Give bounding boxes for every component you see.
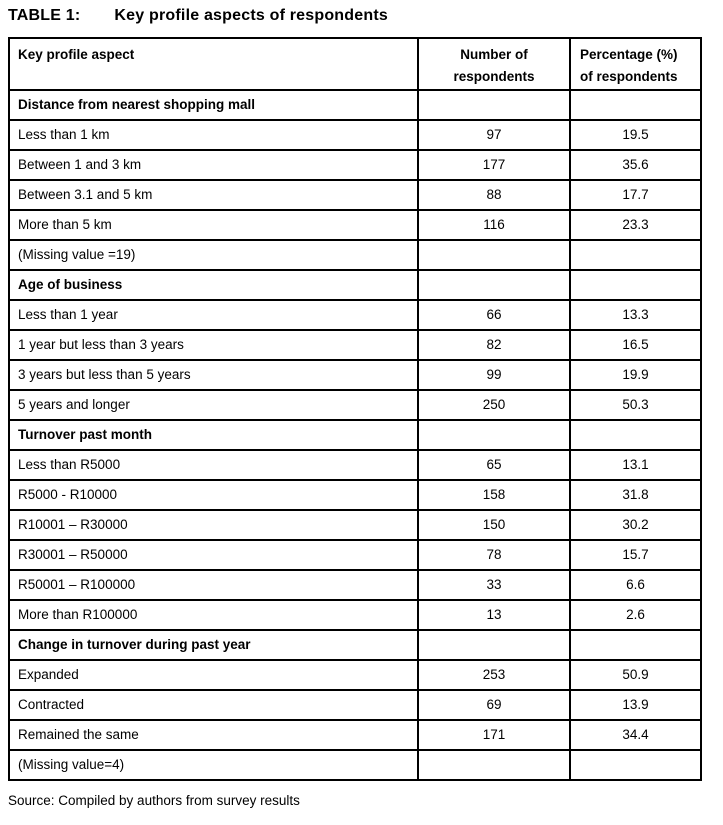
table-row [9, 180, 701, 210]
row-label-cell: Remained the same [9, 720, 418, 750]
row-percent-cell [570, 270, 701, 300]
header-row [9, 38, 701, 90]
row-label-cell: Less than 1 year [9, 300, 418, 330]
row-label-cell: Less than 1 km [9, 120, 418, 150]
col-header-key-profile-aspect [9, 38, 418, 90]
row-number-cell: 97 [418, 120, 570, 150]
col-header-line: of respondents [580, 69, 678, 85]
row-percent-cell: 19.9 [570, 360, 701, 390]
row-number-cell [418, 750, 570, 780]
row-percent-cell [570, 420, 701, 450]
table-row [9, 600, 701, 630]
row-percent-cell: 50.9 [570, 660, 701, 690]
table-title-label: TABLE 1: [8, 7, 81, 24]
col-header-percentage-of-respondents [570, 38, 701, 90]
table-row [9, 120, 701, 150]
row-number-cell: 177 [418, 150, 570, 180]
key-profile-table [8, 37, 702, 781]
table-row [9, 90, 701, 120]
row-percent-cell: 13.3 [570, 300, 701, 330]
row-label-cell: R30001 – R50000 [9, 540, 418, 570]
row-number-cell: 116 [418, 210, 570, 240]
table-row [9, 540, 701, 570]
col-header-line: Number of [460, 47, 528, 62]
row-number-cell: 250 [418, 390, 570, 420]
row-number-cell: 99 [418, 360, 570, 390]
table-title-text: Key profile aspects of respondents [114, 7, 388, 24]
table-row [9, 420, 701, 450]
table-row [9, 390, 701, 420]
row-label-cell: Contracted [9, 690, 418, 720]
row-number-cell: 33 [418, 570, 570, 600]
row-percent-cell: 19.5 [570, 120, 701, 150]
row-number-cell: 13 [418, 600, 570, 630]
row-label-cell: More than R100000 [9, 600, 418, 630]
table-row [9, 750, 701, 780]
source-note: Source: Compiled by authors from survey results [8, 792, 300, 808]
row-number-cell: 65 [418, 450, 570, 480]
row-label-cell: Less than R5000 [9, 450, 418, 480]
row-number-cell [418, 240, 570, 270]
row-label-cell: (Missing value=4) [9, 750, 418, 780]
row-percent-cell [570, 240, 701, 270]
row-number-cell: 171 [418, 720, 570, 750]
row-number-cell: 150 [418, 510, 570, 540]
row-number-cell: 69 [418, 690, 570, 720]
row-percent-cell [570, 90, 701, 120]
table-row [9, 690, 701, 720]
table-row [9, 300, 701, 330]
table-row [9, 480, 701, 510]
row-percent-cell: 31.8 [570, 480, 701, 510]
table-title [8, 7, 723, 25]
row-label-cell: Age of business [9, 270, 418, 300]
row-label-cell: 5 years and longer [9, 390, 418, 420]
table-row [9, 720, 701, 750]
row-label-cell: Distance from nearest shopping mall [9, 90, 418, 120]
col-header-number-of-respondents [418, 38, 570, 90]
table-row [9, 240, 701, 270]
table-row [9, 660, 701, 690]
row-percent-cell: 13.9 [570, 690, 701, 720]
row-percent-cell [570, 750, 701, 780]
row-number-cell: 158 [418, 480, 570, 510]
col-header-line: Percentage (%) [580, 47, 678, 62]
row-percent-cell: 30.2 [570, 510, 701, 540]
row-number-cell [418, 630, 570, 660]
row-number-cell [418, 270, 570, 300]
table-row [9, 150, 701, 180]
table-body [9, 90, 701, 780]
row-label-cell: R10001 – R30000 [9, 510, 418, 540]
row-percent-cell: 23.3 [570, 210, 701, 240]
row-percent-cell: 35.6 [570, 150, 701, 180]
row-number-cell: 253 [418, 660, 570, 690]
row-number-cell [418, 90, 570, 120]
row-percent-cell: 6.6 [570, 570, 701, 600]
table-row [9, 450, 701, 480]
row-label-cell: R50001 – R100000 [9, 570, 418, 600]
row-label-cell: (Missing value =19) [9, 240, 418, 270]
row-label-cell: Between 3.1 and 5 km [9, 180, 418, 210]
row-number-cell: 82 [418, 330, 570, 360]
table-row [9, 570, 701, 600]
row-label-cell: Between 1 and 3 km [9, 150, 418, 180]
row-percent-cell: 15.7 [570, 540, 701, 570]
table-row [9, 330, 701, 360]
table-row [9, 360, 701, 390]
row-percent-cell: 2.6 [570, 600, 701, 630]
table-row [9, 630, 701, 660]
col-header-line: Key profile aspect [18, 47, 135, 62]
row-percent-cell: 16.5 [570, 330, 701, 360]
table-row [9, 270, 701, 300]
table-row [9, 510, 701, 540]
row-label-cell: More than 5 km [9, 210, 418, 240]
row-number-cell [418, 420, 570, 450]
row-label-cell: 1 year but less than 3 years [9, 330, 418, 360]
table-row [9, 210, 701, 240]
row-label-cell: R5000 - R10000 [9, 480, 418, 510]
row-percent-cell [570, 630, 701, 660]
row-number-cell: 88 [418, 180, 570, 210]
row-label-cell: Change in turnover during past year [9, 630, 418, 660]
row-label-cell: Turnover past month [9, 420, 418, 450]
row-label-cell: 3 years but less than 5 years [9, 360, 418, 390]
row-percent-cell: 34.4 [570, 720, 701, 750]
row-label-cell: Expanded [9, 660, 418, 690]
row-percent-cell: 50.3 [570, 390, 701, 420]
row-number-cell: 66 [418, 300, 570, 330]
col-header-line: respondents [453, 69, 535, 85]
row-number-cell: 78 [418, 540, 570, 570]
row-percent-cell: 17.7 [570, 180, 701, 210]
row-percent-cell: 13.1 [570, 450, 701, 480]
